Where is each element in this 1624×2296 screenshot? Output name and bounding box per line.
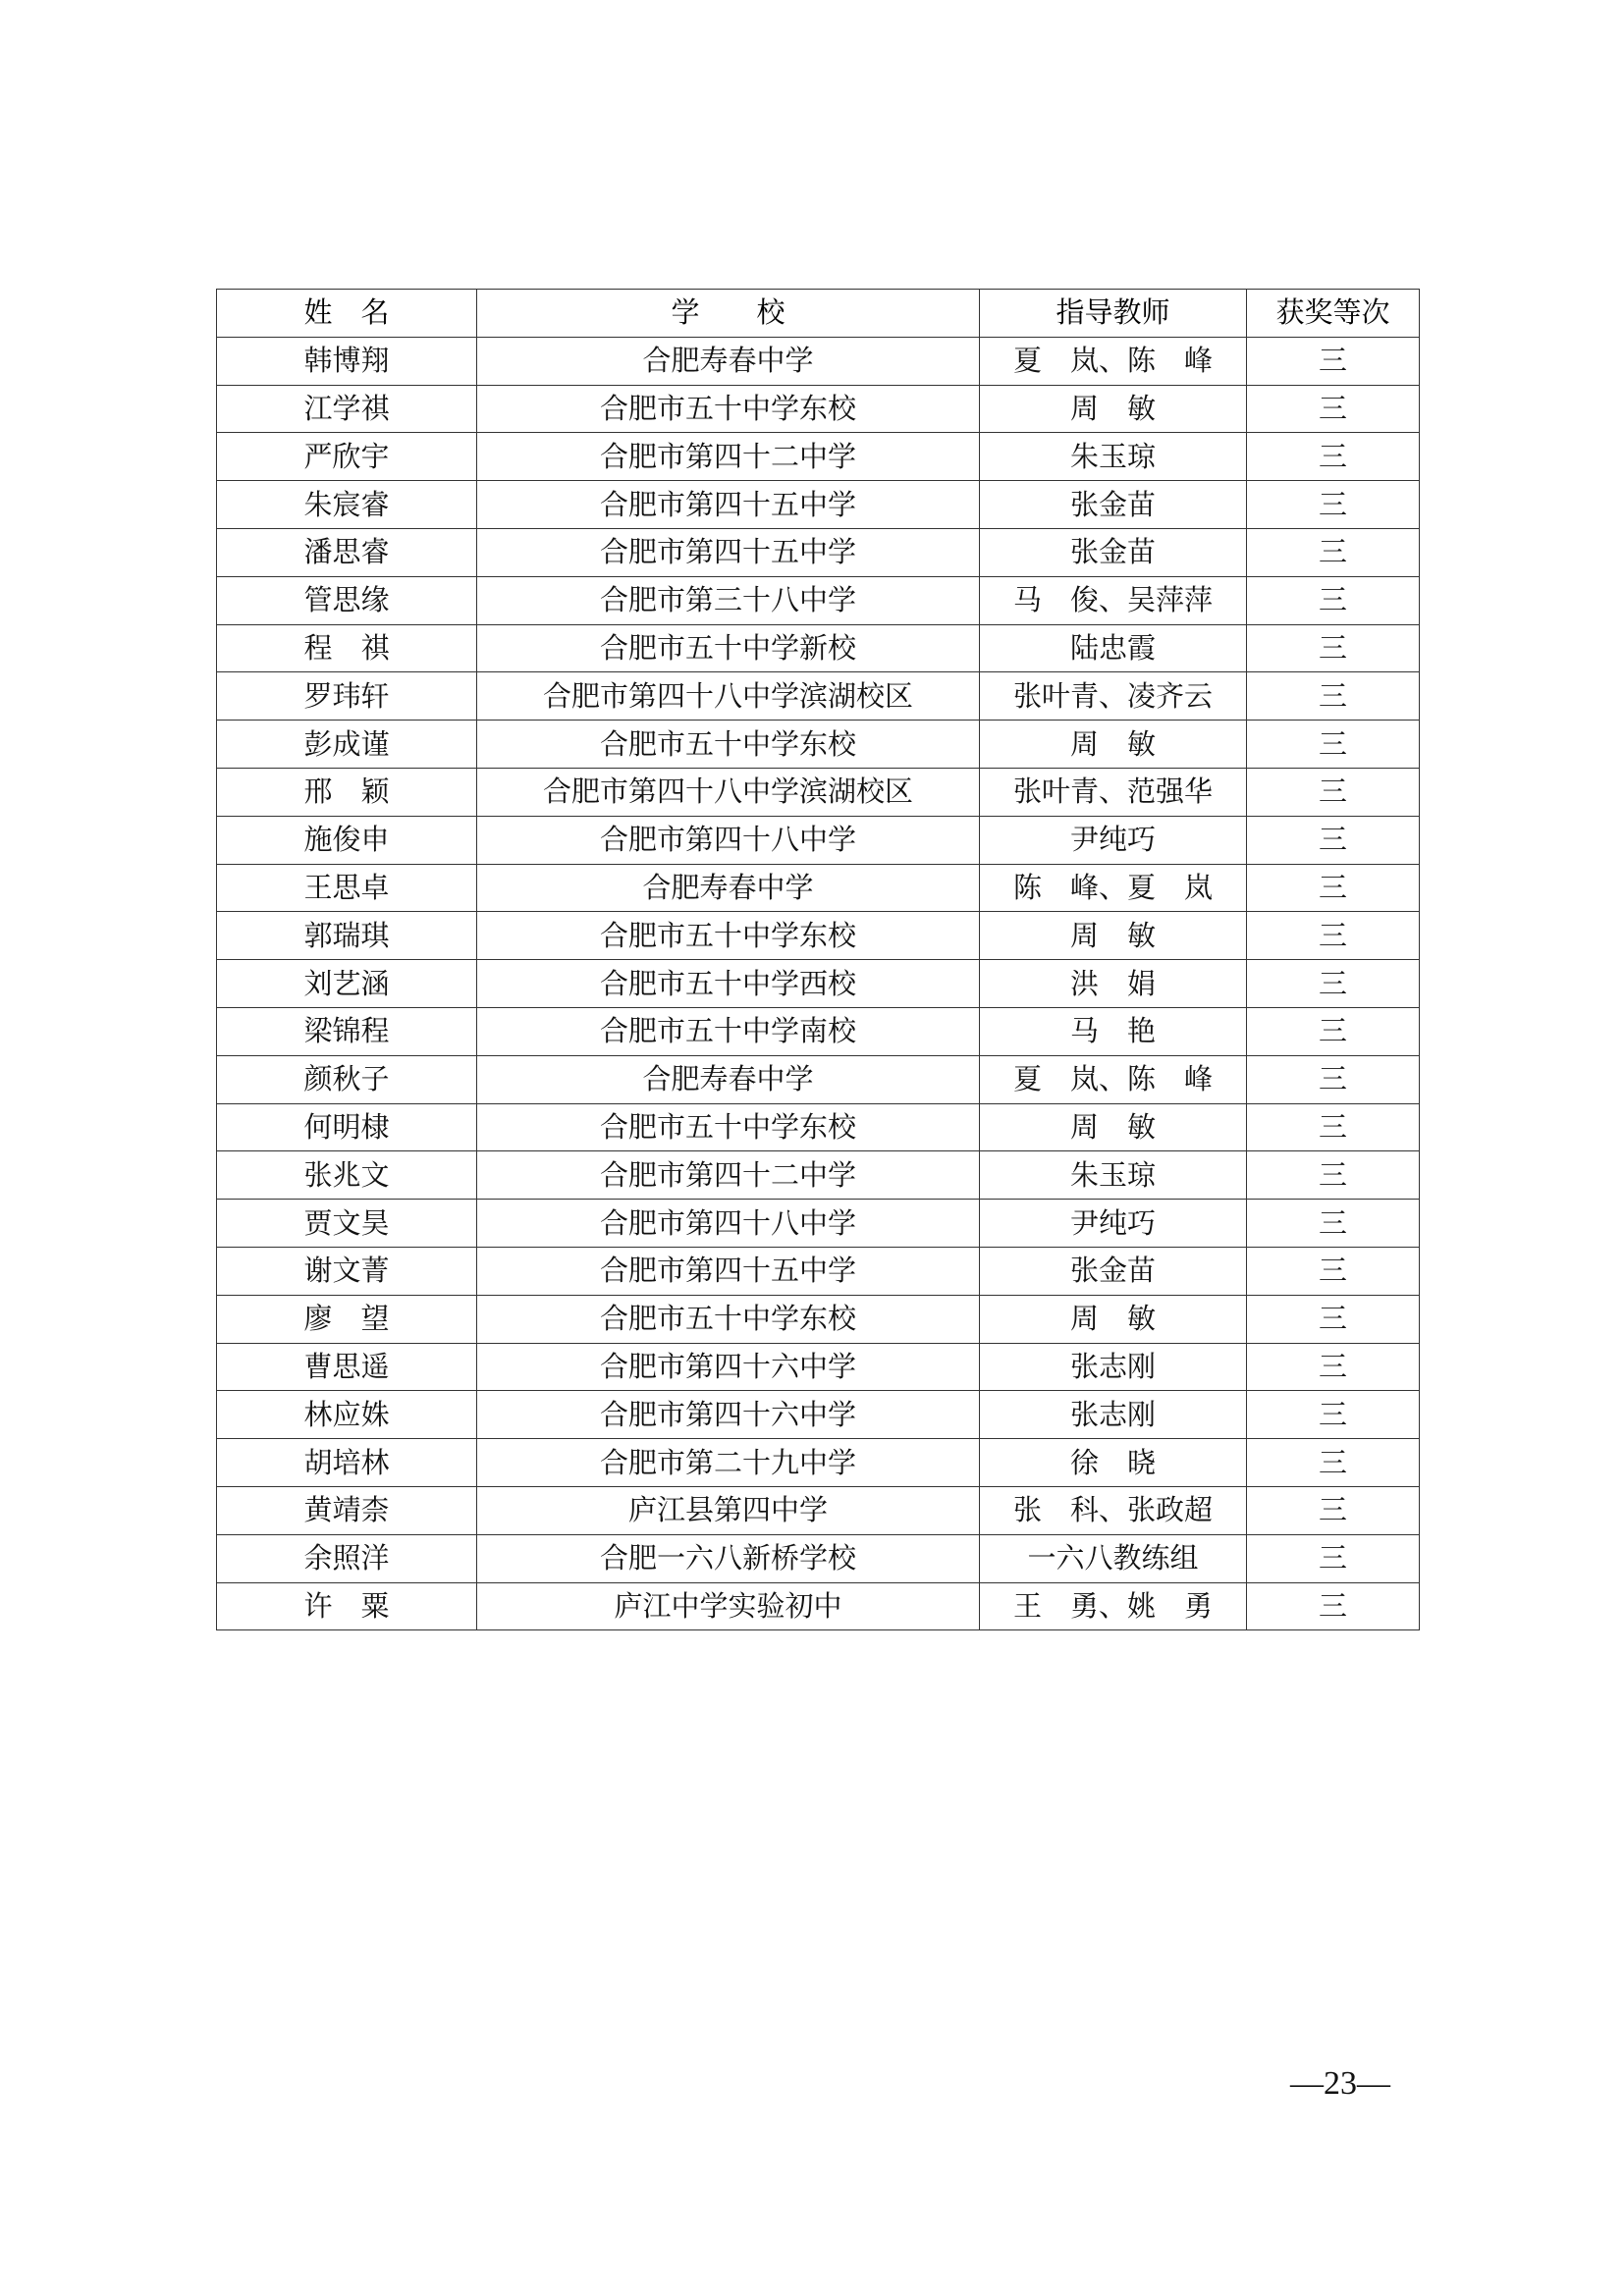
school-cell: 合肥一六八新桥学校 (477, 1534, 980, 1582)
table-header-row (217, 290, 1420, 338)
teacher-cell: 陈 峰、夏 岚 (980, 864, 1247, 912)
award-level-cell: 三 (1247, 576, 1420, 624)
student-name-cell: 胡培林 (217, 1439, 477, 1487)
teacher-cell: 朱玉琼 (980, 1151, 1247, 1200)
award-level-cell: 三 (1247, 1534, 1420, 1582)
table-row (217, 1295, 1420, 1343)
award-table (216, 289, 1420, 1630)
school-cell: 合肥市五十中学东校 (477, 721, 980, 769)
award-level-cell: 三 (1247, 1007, 1420, 1055)
student-name-cell: 潘思睿 (217, 528, 477, 576)
table-row (217, 1486, 1420, 1534)
school-cell: 合肥市五十中学南校 (477, 1007, 980, 1055)
table-row (217, 337, 1420, 385)
table-row (217, 912, 1420, 960)
award-level-cell: 三 (1247, 624, 1420, 672)
student-name-cell: 王思卓 (217, 864, 477, 912)
teacher-cell: 张志刚 (980, 1343, 1247, 1391)
teacher-cell: 张金苗 (980, 481, 1247, 529)
school-cell: 合肥市第四十八中学滨湖校区 (477, 768, 980, 816)
table-row (217, 1247, 1420, 1295)
student-name-cell: 曹思遥 (217, 1343, 477, 1391)
table-row (217, 385, 1420, 433)
table-row (217, 1055, 1420, 1103)
school-cell: 合肥市第四十五中学 (477, 481, 980, 529)
teacher-cell: 马 俊、吴萍萍 (980, 576, 1247, 624)
teacher-cell: 夏 岚、陈 峰 (980, 1055, 1247, 1103)
school-cell: 合肥市第四十六中学 (477, 1343, 980, 1391)
student-name-cell: 黄靖柰 (217, 1486, 477, 1534)
school-cell: 合肥市五十中学东校 (477, 1103, 980, 1151)
school-cell: 合肥市第四十二中学 (477, 1151, 980, 1200)
student-name-cell: 颜秋子 (217, 1055, 477, 1103)
teacher-cell: 周 敏 (980, 1295, 1247, 1343)
student-name-cell: 施俊申 (217, 816, 477, 864)
award-level-cell: 三 (1247, 1200, 1420, 1248)
teacher-cell: 一六八教练组 (980, 1534, 1247, 1582)
school-cell: 合肥市第三十八中学 (477, 576, 980, 624)
student-name-cell: 许 粟 (217, 1582, 477, 1630)
teacher-cell: 王 勇、姚 勇 (980, 1582, 1247, 1630)
student-name-cell: 邢 颖 (217, 768, 477, 816)
award-level-cell: 三 (1247, 864, 1420, 912)
school-cell: 合肥市五十中学东校 (477, 1295, 980, 1343)
award-level-cell: 三 (1247, 672, 1420, 721)
school-cell: 合肥市五十中学西校 (477, 960, 980, 1008)
award-level-cell: 三 (1247, 1439, 1420, 1487)
table-row (217, 1439, 1420, 1487)
table-row (217, 1151, 1420, 1200)
table-row (217, 864, 1420, 912)
school-cell: 庐江中学实验初中 (477, 1582, 980, 1630)
teacher-cell: 洪 娟 (980, 960, 1247, 1008)
student-name-cell: 何明棣 (217, 1103, 477, 1151)
school-cell: 合肥市第二十九中学 (477, 1439, 980, 1487)
teacher-cell: 张志刚 (980, 1391, 1247, 1439)
award-level-cell: 三 (1247, 1486, 1420, 1534)
table-row (217, 1343, 1420, 1391)
award-level-cell: 三 (1247, 721, 1420, 769)
table-row (217, 576, 1420, 624)
teacher-cell: 张 科、张政超 (980, 1486, 1247, 1534)
table-body (217, 337, 1420, 1630)
teacher-cell: 周 敏 (980, 1103, 1247, 1151)
teacher-cell: 马 艳 (980, 1007, 1247, 1055)
header-award-level: 获奖等次 (1247, 290, 1420, 338)
school-cell: 合肥市第四十八中学 (477, 816, 980, 864)
student-name-cell: 管思缘 (217, 576, 477, 624)
table-row (217, 1534, 1420, 1582)
school-cell: 合肥寿春中学 (477, 1055, 980, 1103)
student-name-cell: 廖 望 (217, 1295, 477, 1343)
school-cell: 合肥寿春中学 (477, 864, 980, 912)
award-level-cell: 三 (1247, 1391, 1420, 1439)
teacher-cell: 尹纯巧 (980, 1200, 1247, 1248)
school-cell: 合肥市第四十六中学 (477, 1391, 980, 1439)
teacher-cell: 张金苗 (980, 528, 1247, 576)
school-cell: 合肥市第四十八中学 (477, 1200, 980, 1248)
student-name-cell: 余照洋 (217, 1534, 477, 1582)
student-name-cell: 谢文菁 (217, 1247, 477, 1295)
award-level-cell: 三 (1247, 433, 1420, 481)
student-name-cell: 韩博翔 (217, 337, 477, 385)
school-cell: 合肥市第四十八中学滨湖校区 (477, 672, 980, 721)
award-level-cell: 三 (1247, 960, 1420, 1008)
award-level-cell: 三 (1247, 1247, 1420, 1295)
teacher-cell: 尹纯巧 (980, 816, 1247, 864)
award-level-cell: 三 (1247, 1151, 1420, 1200)
award-level-cell: 三 (1247, 912, 1420, 960)
student-name-cell: 刘艺涵 (217, 960, 477, 1008)
school-cell: 合肥市第四十二中学 (477, 433, 980, 481)
award-level-cell: 三 (1247, 1055, 1420, 1103)
header-teacher: 指导教师 (980, 290, 1247, 338)
table-row (217, 721, 1420, 769)
school-cell: 合肥寿春中学 (477, 337, 980, 385)
student-name-cell: 彭成谨 (217, 721, 477, 769)
student-name-cell: 朱宸睿 (217, 481, 477, 529)
table-row (217, 672, 1420, 721)
student-name-cell: 张兆文 (217, 1151, 477, 1200)
teacher-cell: 朱玉琼 (980, 433, 1247, 481)
table-row (217, 960, 1420, 1008)
school-cell: 合肥市第四十五中学 (477, 528, 980, 576)
table-row (217, 1103, 1420, 1151)
table-row (217, 816, 1420, 864)
student-name-cell: 梁锦程 (217, 1007, 477, 1055)
table-row (217, 1200, 1420, 1248)
teacher-cell: 周 敏 (980, 912, 1247, 960)
student-name-cell: 贾文昊 (217, 1200, 477, 1248)
award-level-cell: 三 (1247, 1343, 1420, 1391)
table-row (217, 1391, 1420, 1439)
teacher-cell: 周 敏 (980, 385, 1247, 433)
award-level-cell: 三 (1247, 1103, 1420, 1151)
award-level-cell: 三 (1247, 1295, 1420, 1343)
student-name-cell: 林应姝 (217, 1391, 477, 1439)
school-cell: 合肥市五十中学新校 (477, 624, 980, 672)
teacher-cell: 周 敏 (980, 721, 1247, 769)
teacher-cell: 张金苗 (980, 1247, 1247, 1295)
award-level-cell: 三 (1247, 337, 1420, 385)
teacher-cell: 陆忠霞 (980, 624, 1247, 672)
student-name-cell: 江学祺 (217, 385, 477, 433)
student-name-cell: 严欣宇 (217, 433, 477, 481)
table-row (217, 1007, 1420, 1055)
school-cell: 合肥市五十中学东校 (477, 912, 980, 960)
teacher-cell: 徐 晓 (980, 1439, 1247, 1487)
award-level-cell: 三 (1247, 1582, 1420, 1630)
student-name-cell: 郭瑞琪 (217, 912, 477, 960)
teacher-cell: 夏 岚、陈 峰 (980, 337, 1247, 385)
school-cell: 庐江县第四中学 (477, 1486, 980, 1534)
teacher-cell: 张叶青、凌齐云 (980, 672, 1247, 721)
school-cell: 合肥市第四十五中学 (477, 1247, 980, 1295)
table-row (217, 433, 1420, 481)
student-name-cell: 程 祺 (217, 624, 477, 672)
school-cell: 合肥市五十中学东校 (477, 385, 980, 433)
header-name: 姓 名 (217, 290, 477, 338)
award-level-cell: 三 (1247, 528, 1420, 576)
award-level-cell: 三 (1247, 768, 1420, 816)
header-school: 学 校 (477, 290, 980, 338)
award-level-cell: 三 (1247, 385, 1420, 433)
table-row (217, 624, 1420, 672)
table-row (217, 768, 1420, 816)
table-row (217, 1582, 1420, 1630)
page-number: —23— (1290, 2065, 1390, 2102)
award-level-cell: 三 (1247, 816, 1420, 864)
student-name-cell: 罗玮轩 (217, 672, 477, 721)
table-row (217, 481, 1420, 529)
table-row (217, 528, 1420, 576)
teacher-cell: 张叶青、范强华 (980, 768, 1247, 816)
award-level-cell: 三 (1247, 481, 1420, 529)
